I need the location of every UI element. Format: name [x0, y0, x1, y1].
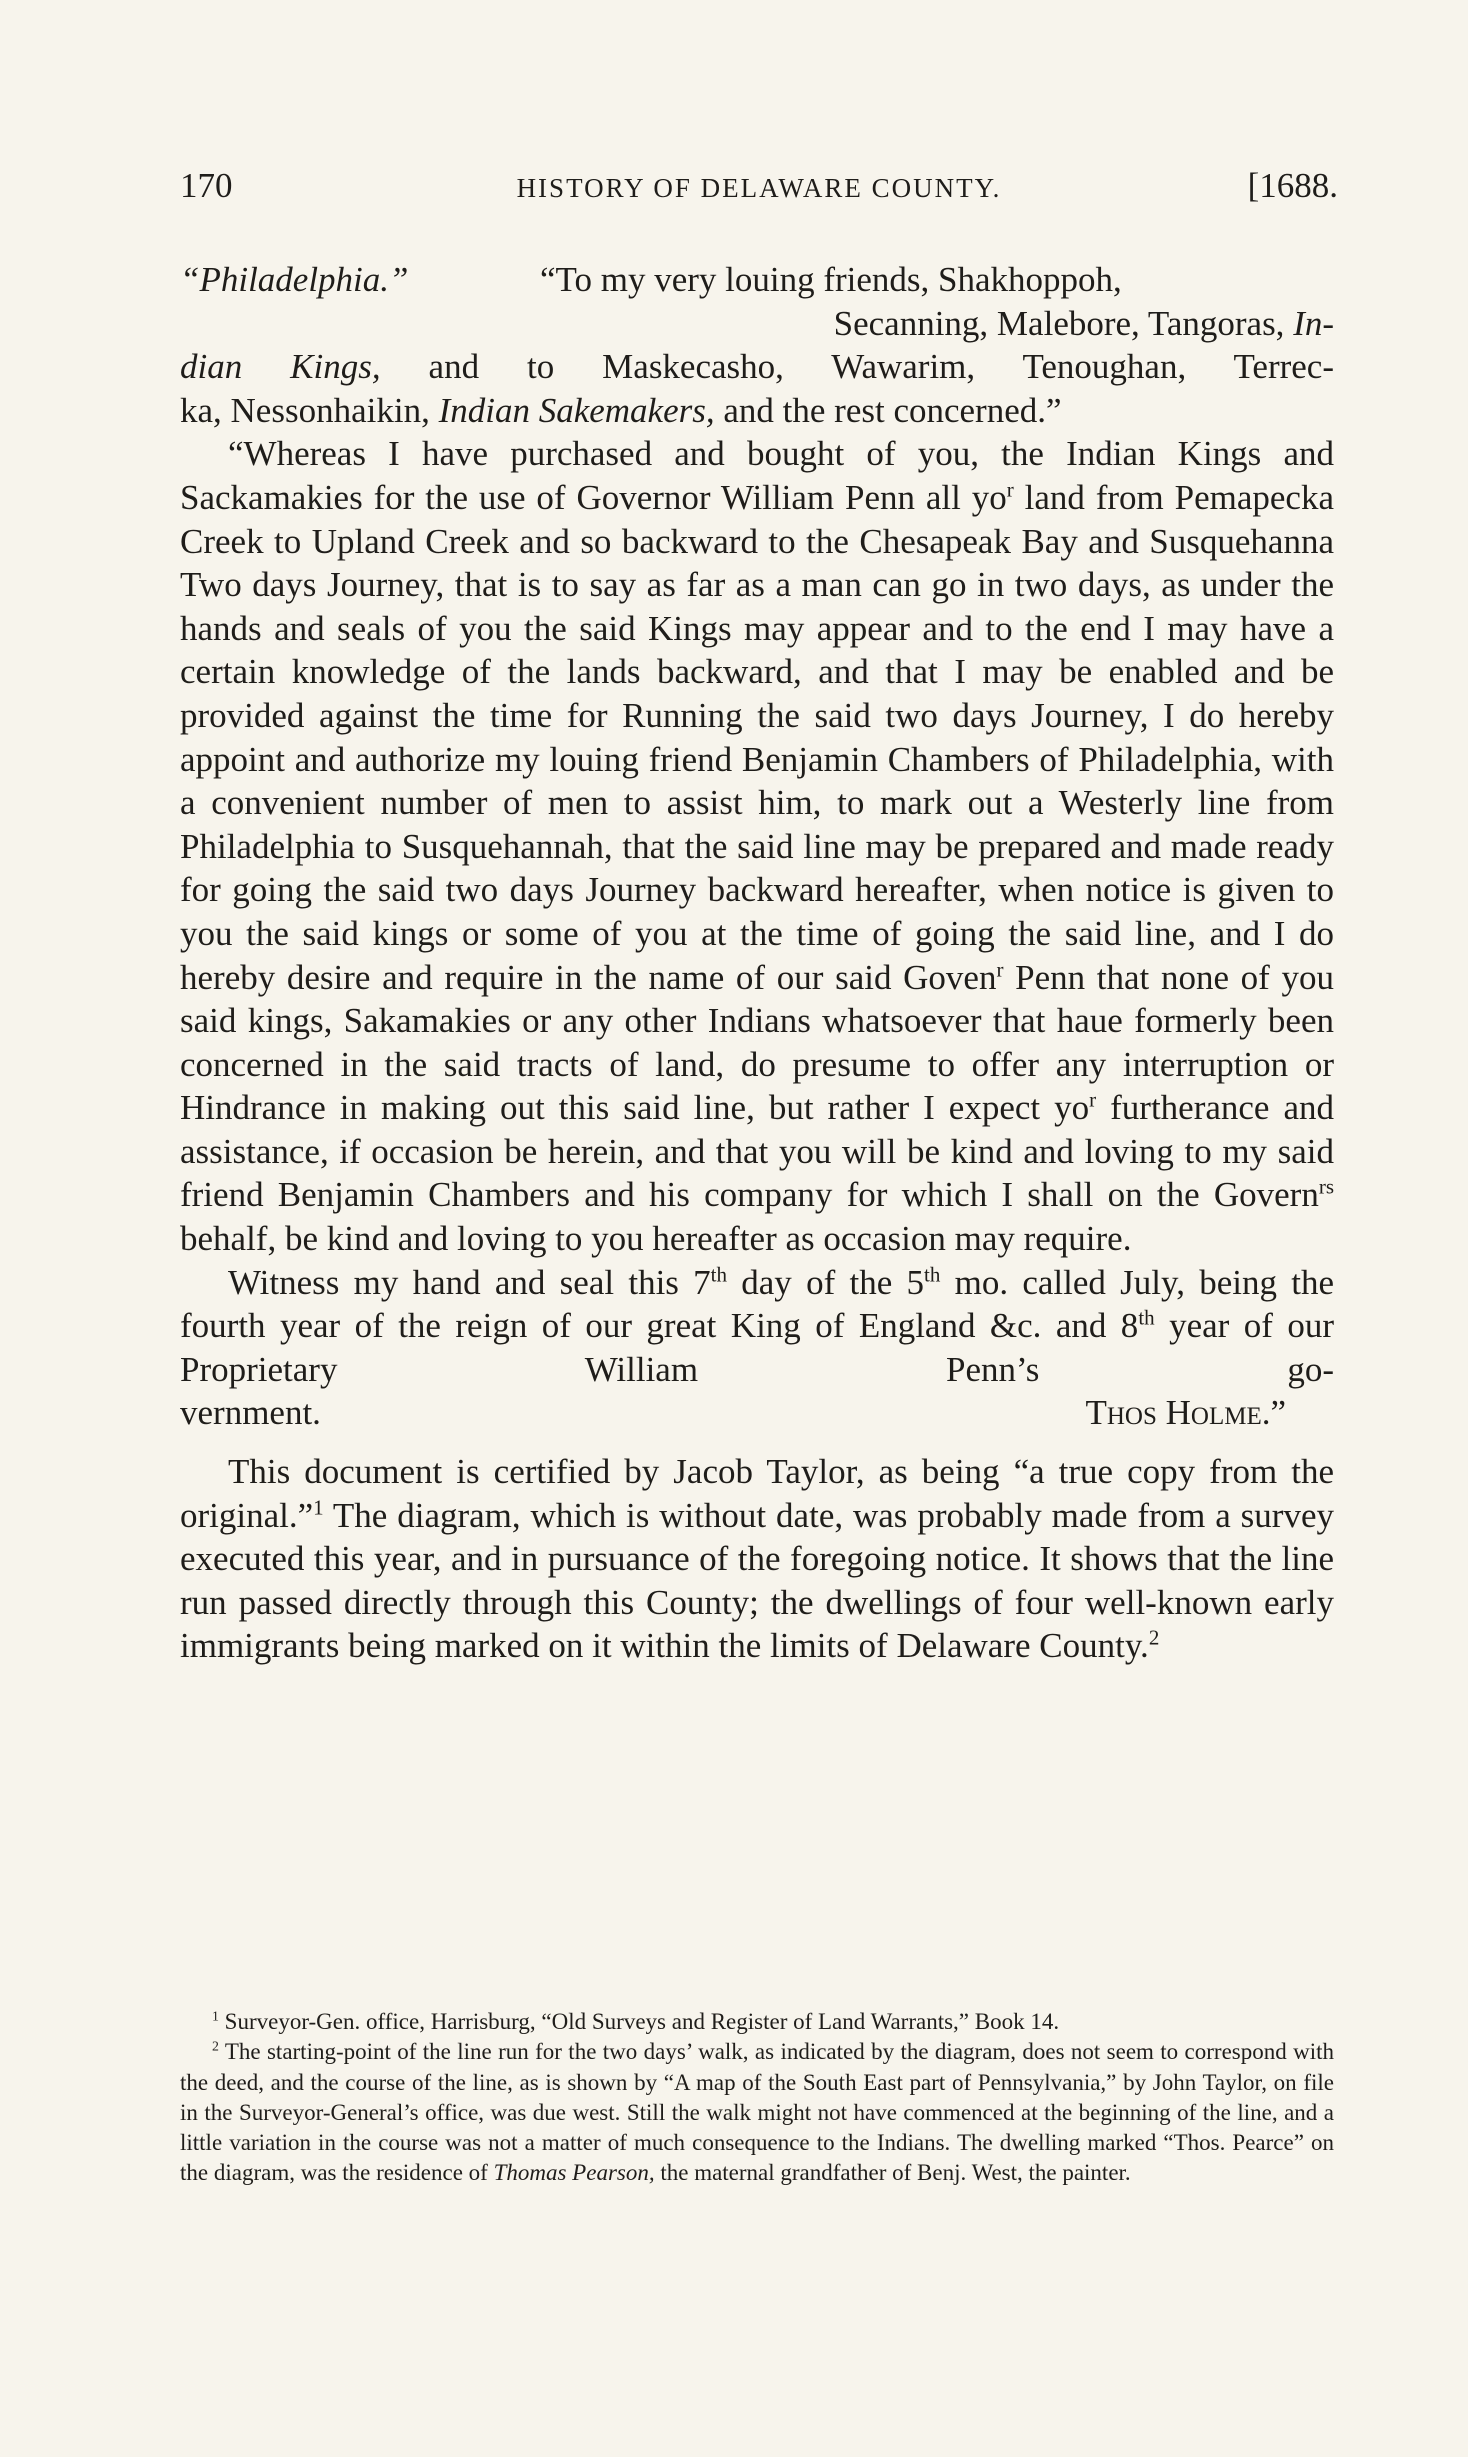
commentary-paragraph: This document is certified by Jacob Taylor, as being “a true copy from the original.”$^1$ The diagram, which is without date, was probably made from a survey executed this year, and in pursuance of the foregoing notice. It shows that the line run passed directly through this County; the dwellings of four well-known early immigrants being marked on it within the limits of Delaware County.$^2$ [180, 1452, 1334, 1666]
footnote-2: $^2$ The starting-point of the line run for the two days’ walk, as indicated by the diagram, does not seem to correspond with the deed, and the course of the line, as is shown by “A map of the South East part of Pennsylvania,” by John Taylor, on file in the Surveyor-General’s office, was due west. Still the walk might not have commenced at the beginning of the line, and a little variation in the course was not a matter of much consequence to the Indians. The dwelling marked “Thos. Pearce” on the diagram, was the residence of Thomas Pearson, the maternal grandfather of Benj. West, the painter. [180, 2038, 1334, 2186]
running-year: [1688. [1247, 166, 1338, 205]
address-line-1: “To my very louing friends, Shakhoppoh, [540, 260, 1122, 299]
witness-paragraph: Witness my hand and seal this 7th day of the 5th mo. called July, being the fourth year of the reign of our great King of England &c. and 8th year of our Proprietary William Penn’s go- [180, 1262, 1334, 1389]
running-head [180, 166, 1338, 206]
document-body-paragraph: “Whereas I have purchased and bought of you, the Indian Kings and Sackamakies for the use of Governor William Penn all $yo^r$ land from Pemapecka Creek to Upland Creek and so backward to the Chesapeak Bay and Susquehanna Two days Journey, that is to say as far as a man can go in two days, as under the hands and seals of you the said Kings may appear and to the end I may have a certain knowledge of the lands backward, and that I may be enabled and be provided against the time for Running the said two days Journey, I do hereby appoint and authorize my louing friend Benjamin Chambers of Philadelphia, with a convenient number of men to assist him, to mark out a Westerly line from Philadelphia to Susquehannah, that the said line may be prepared and made ready for going the said two days Journey backward hereafter, when notice is given to you the said kings or some of you at the time of going the said line, and I do hereby desire and require in the name of our said Goven$^r$ Penn that none of you said kings, Sakamakies or any other Indians whatsoever that haue formerly been concerned in the said tracts of land, do presume to offer any interruption or Hindrance in making out this said line, but rather I expect $yo^r$ furtherance and assistance, if occasion be herein, and that you will be kind and loving to my said friend Benjamin Chambers and his company for which I shall on the Govern$^{rs}$ behalf, be kind and loving to you hereafter as occasion may require. [180, 434, 1334, 1259]
address-line-2: Secanning, Malebore, Tangoras, In- [833, 303, 1334, 343]
page-number: 170 [180, 166, 233, 205]
running-title: HISTORY OF DELAWARE COUNTY. [516, 173, 1002, 203]
main-text [180, 258, 1334, 1668]
quoted-document [180, 258, 1334, 1435]
address-place: “Philadelphia.” [180, 260, 409, 299]
signature: Thos Holme.” [1085, 1393, 1286, 1433]
address-line-3: dian Kings, and to Maskecasho, Wawarim, Tenoughan, Terrec- [180, 347, 1334, 387]
footnotes [180, 2007, 1334, 2189]
signature-line [180, 1391, 1334, 1435]
document-address [180, 258, 1334, 302]
witness-last-word: vernment. [180, 1393, 321, 1433]
address-line-4: ka, Nessonhaikin, Indian Sakemakers, and the rest concerned.” [180, 390, 1062, 430]
footnote-1: $^1$ Surveyor-Gen. office, Harrisburg, “Old Surveys and Register of Land Warrants,” Book 14. [212, 2008, 1060, 2034]
